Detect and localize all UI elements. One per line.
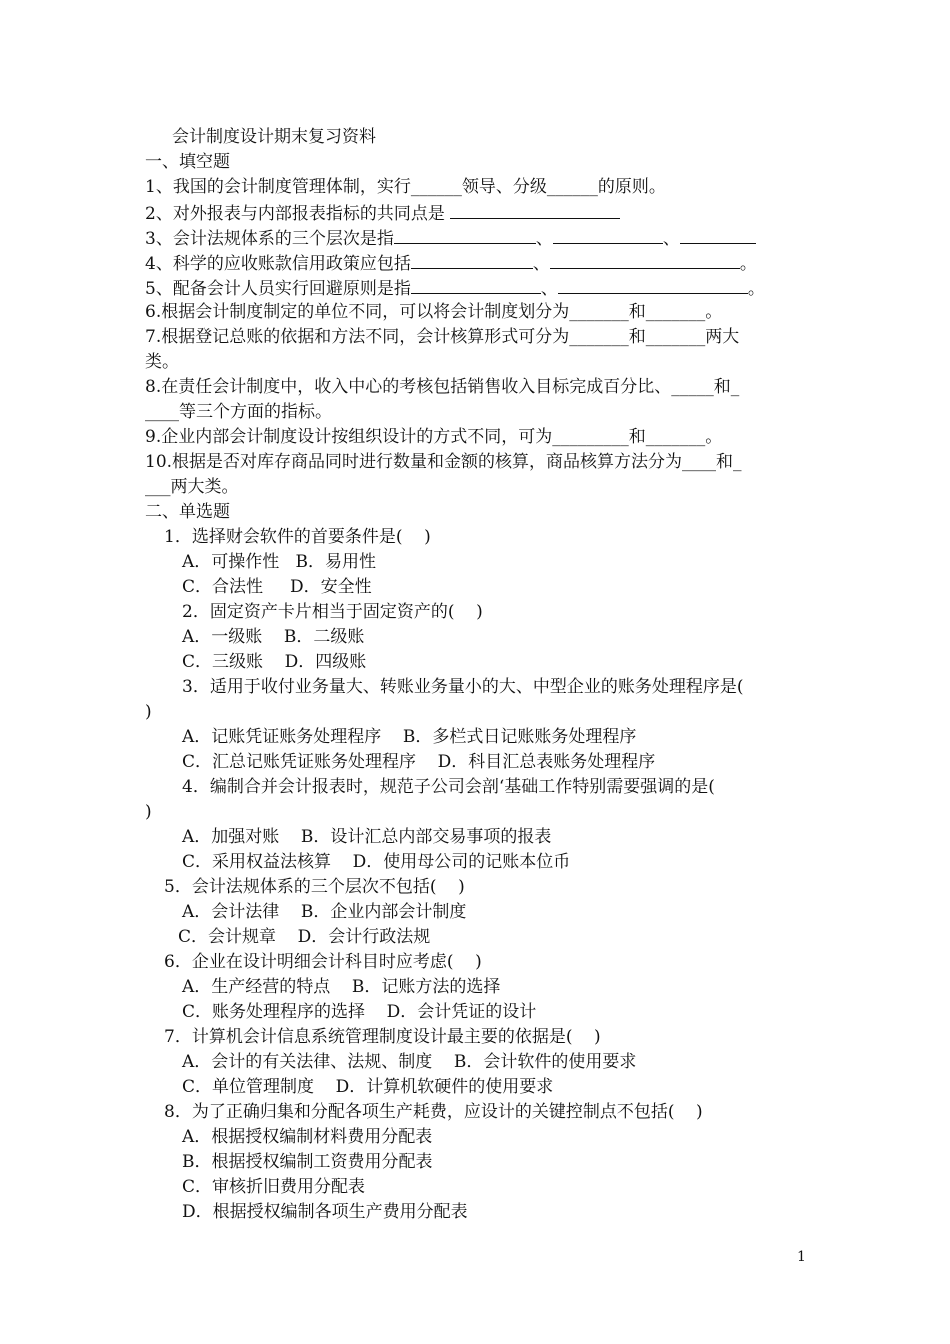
question-6-options-ab: A．生产经营的特点 B．记账方法的选择	[182, 977, 501, 997]
question-8-option-c: C．审核折旧费用分配表	[182, 1177, 366, 1197]
answer-blank	[394, 225, 536, 244]
fill-blank-item-10: 10.根据是否对库存商品同时进行数量和金额的核算，商品核算方法分为____和_	[145, 452, 742, 472]
fill-blank-item-8: 8.在责任会计制度中，收入中心的考核包括销售收入目标完成百分比、_____和_	[145, 377, 740, 397]
question-1-options-ab: A．可操作性 B．易用性	[182, 552, 376, 572]
answer-blank	[553, 225, 663, 244]
question-4-cont: )	[145, 802, 152, 822]
question-1-options-cd: C．合法性 D．安全性	[182, 577, 372, 597]
fill-blank-item-3-text: 3、会计法规体系的三个层次是指	[145, 229, 394, 249]
question-7-options-cd: C．单位管理制度 D．计算机软硬件的使用要求	[182, 1077, 554, 1097]
fill-blank-item-10-cont: ___两大类。	[145, 477, 239, 497]
fill-blank-item-4	[145, 250, 950, 274]
question-1: 1．选择财会软件的首要条件是( )	[164, 527, 431, 547]
fill-blank-item-1: 1、我国的会计制度管理体制，实行______领导、分级______的原则。	[145, 177, 666, 197]
answer-blank	[680, 225, 756, 244]
separator: 、	[535, 229, 553, 249]
page-number: 1	[797, 1249, 806, 1265]
fill-blank-item-3	[145, 225, 950, 249]
question-4-options-cd: C．采用权益法核算 D．使用母公司的记账本位币	[182, 852, 571, 872]
fill-blank-item-8-cont: ____等三个方面的指标。	[145, 402, 332, 422]
question-2: 2．固定资产卡片相当于固定资产的( )	[182, 602, 483, 622]
question-6: 6．企业在设计明细会计科目时应考虑( )	[164, 952, 482, 972]
question-2-options-cd: C．三级账 D．四级账	[182, 652, 367, 672]
question-5-options-ab: A．会计法律 B．企业内部会计制度	[182, 902, 467, 922]
fill-blank-item-4-text: 4、科学的应收账款信用政策应包括	[145, 254, 411, 274]
answer-blank	[450, 200, 620, 219]
fill-blank-item-2-text: 2、对外报表与内部报表指标的共同点是	[145, 204, 451, 224]
question-7: 7．计算机会计信息系统管理制度设计最主要的依据是( )	[164, 1027, 601, 1047]
fill-blank-item-9: 9.企业内部会计制度设计按组织设计的方式不同，可为_________和_______。	[145, 427, 723, 447]
fill-blank-item-2	[145, 200, 950, 224]
question-2-options-ab: A．一级账 B．二级账	[182, 627, 365, 647]
answer-blank	[411, 275, 541, 294]
question-8-option-a: A．根据授权编制材料费用分配表	[182, 1127, 433, 1147]
fill-blank-item-7-cont: 类。	[145, 352, 179, 372]
question-3: 3．适用于收付业务量大、转账业务量小的大、中型企业的账务处理程序是(	[182, 677, 744, 697]
section-heading-single-choice: 二、单选题	[145, 502, 230, 522]
section-heading-fill-blank: 一、填空题	[145, 152, 230, 172]
question-8-option-b: B．根据授权编制工资费用分配表	[182, 1152, 433, 1172]
separator: 、	[662, 229, 680, 249]
question-8-option-d: D．根据授权编制各项生产费用分配表	[182, 1202, 468, 1222]
fill-blank-item-5-text: 5、配备会计人员实行回避原则是指	[145, 279, 411, 299]
question-3-cont: )	[145, 702, 152, 722]
question-3-options-ab: A．记账凭证账务处理程序 B．多栏式日记账账务处理程序	[182, 727, 637, 747]
question-5: 5．会计法规体系的三个层次不包括( )	[164, 877, 465, 897]
answer-blank	[550, 250, 740, 269]
document-title: 会计制度设计期末复习资料	[172, 127, 376, 147]
answer-blank	[411, 250, 533, 269]
question-3-options-cd: C．汇总记账凭证账务处理程序 D．科目汇总表账务处理程序	[182, 752, 656, 772]
fill-blank-item-6: 6.根据会计制度制定的单位不同，可以将会计制度划分为_______和_______。	[145, 302, 723, 322]
question-8: 8．为了正确归集和分配各项生产耗费，应设计的关键控制点不包括( )	[164, 1102, 703, 1122]
question-4-options-ab: A．加强对账 B．设计汇总内部交易事项的报表	[182, 827, 552, 847]
period: 。	[739, 254, 757, 274]
separator: 、	[540, 279, 558, 299]
question-5-options-cd: C．会计规章 D．会计行政法规	[178, 927, 431, 947]
question-7-options-ab: A．会计的有关法律、法规、制度 B．会计软件的使用要求	[182, 1052, 637, 1072]
answer-blank	[558, 275, 748, 294]
question-6-options-cd: C．账务处理程序的选择 D．会计凭证的设计	[182, 1002, 537, 1022]
separator: 、	[532, 254, 550, 274]
question-4: 4．编制合并会计报表时，规范子公司会剖‘基础工作特别需要强调的是(	[182, 777, 715, 797]
period: 。	[747, 279, 765, 299]
fill-blank-item-5	[145, 275, 950, 299]
fill-blank-item-7: 7.根据登记总账的依据和方法不同，会计核算形式可分为_______和_______两大	[145, 327, 740, 347]
